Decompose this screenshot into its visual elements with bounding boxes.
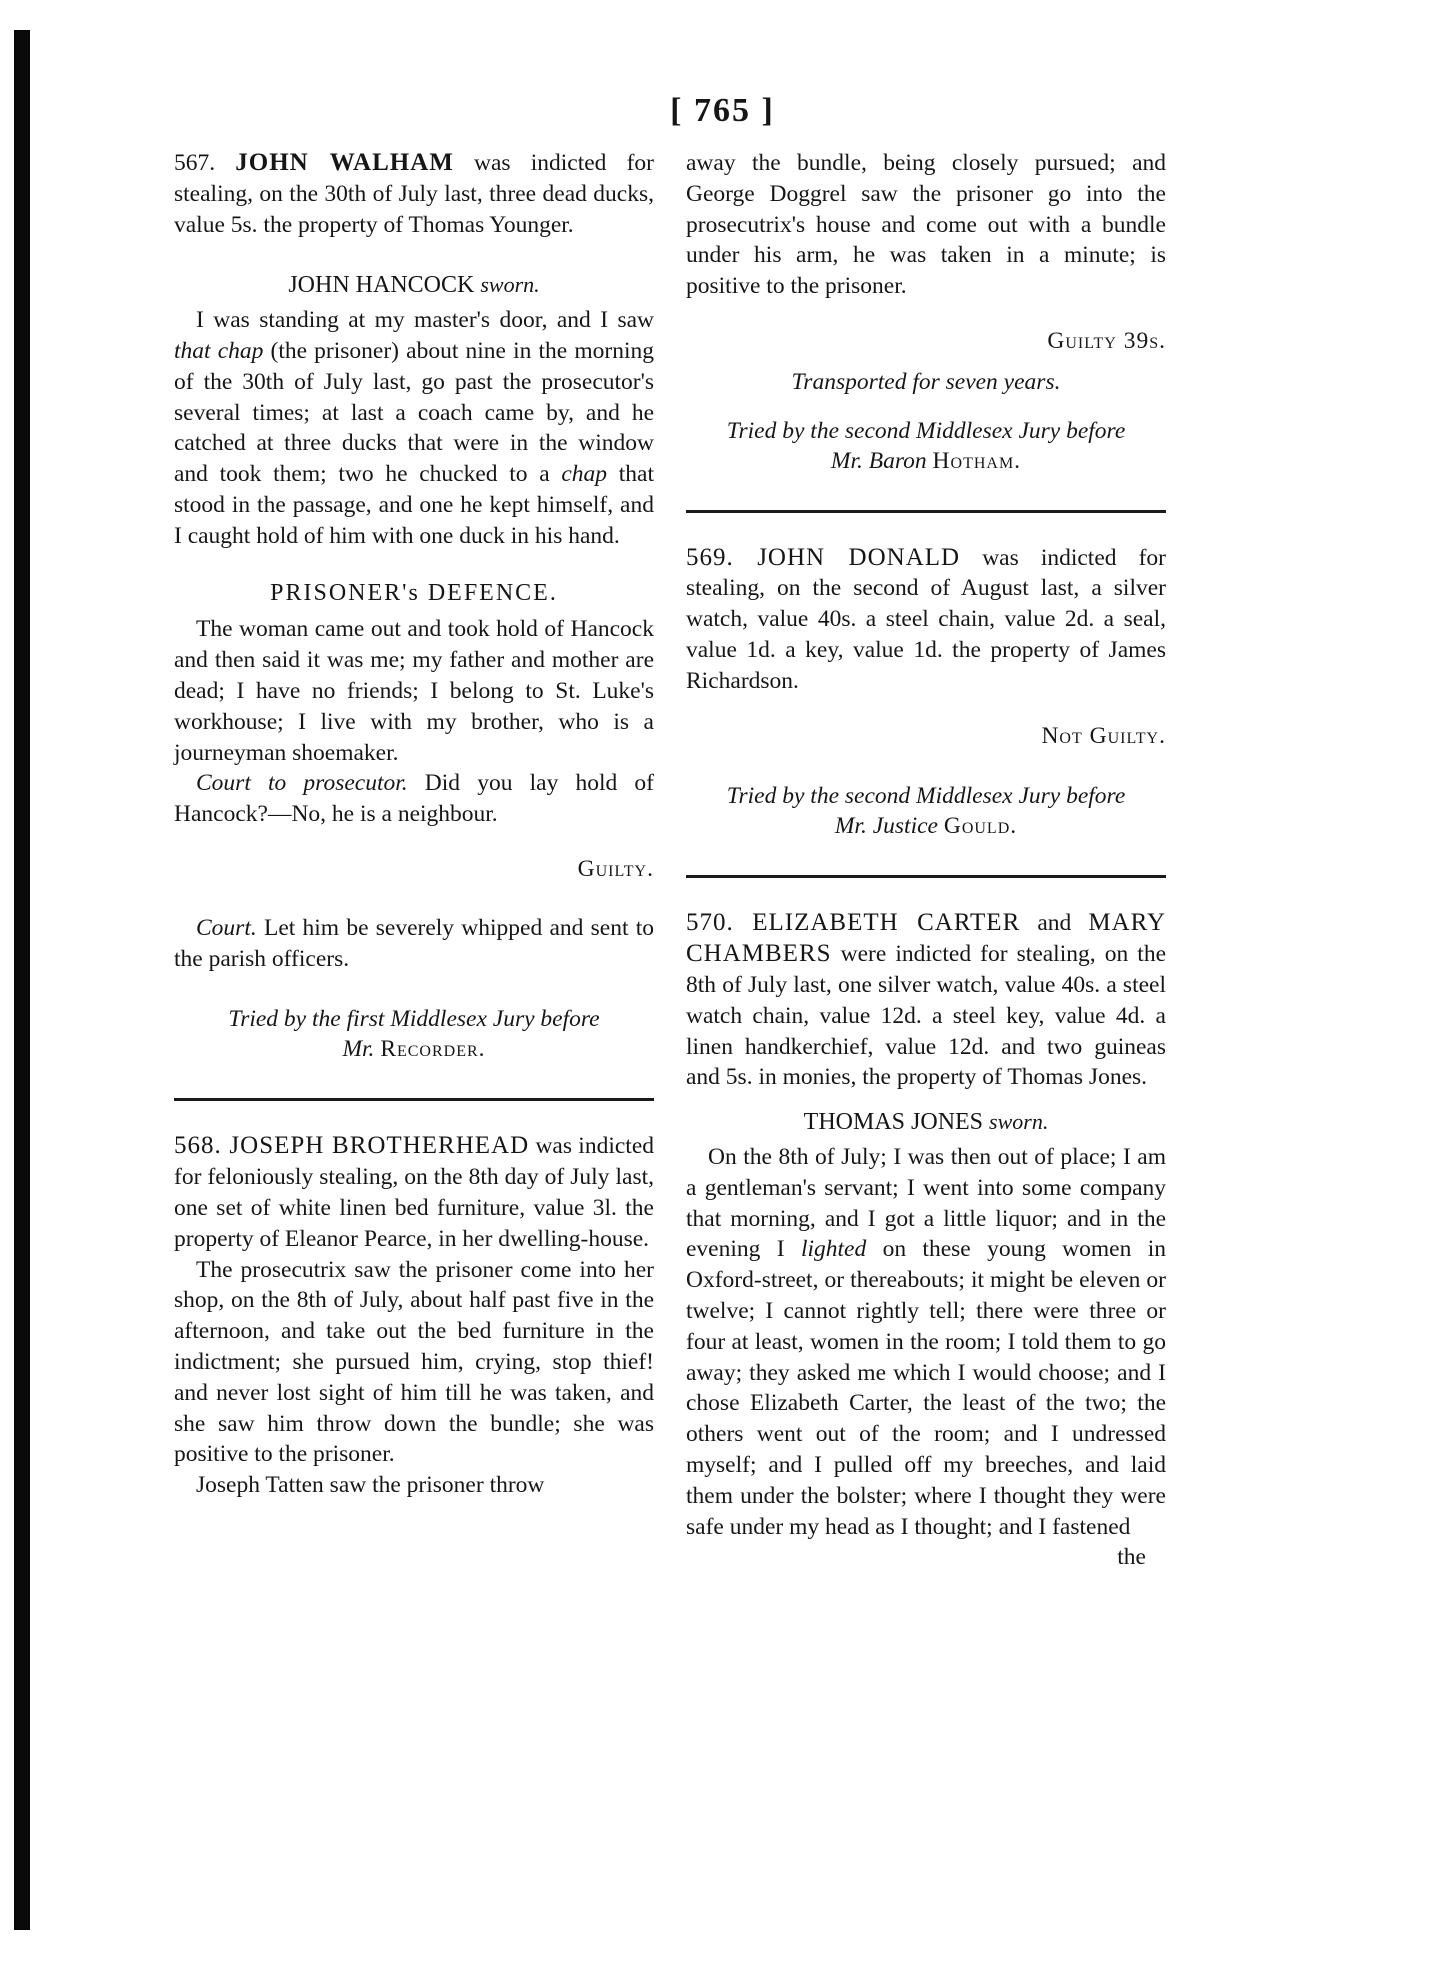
book-spine-shadow: [14, 30, 30, 1930]
verdict-567: Guilty.: [577, 855, 654, 882]
court-to-prosecutor: [174, 768, 654, 830]
tried-judge-title: Mr. Justice: [834, 813, 938, 840]
court-to-prosecutor-label: Court to prosecutor.: [196, 770, 408, 797]
tried-line: Tried by the first Middlesex Jury before: [228, 1006, 600, 1033]
case-568-text: was indicted for feloniously stealing, on the 8th day of July last, one set of white linen bed furniture, value 3l. the property of Eleanor Pearce, in her dwelling-house.: [174, 1133, 654, 1252]
testimony-part: that stood in the passage, and one he kept himself, and I caught hold of him with one duck in his hand.: [174, 461, 654, 549]
tried-judge-title: Mr. Baron: [830, 447, 927, 474]
prisoners-defence-heading: PRISONER's DEFENCE.: [270, 579, 558, 606]
tried-judge: [686, 446, 1166, 476]
tried-line: Tried by the second Middlesex Jury before: [726, 783, 1126, 810]
tried-judge-name: Gould.: [943, 813, 1018, 840]
witness-hancock-heading: [174, 270, 654, 301]
case-569-paragraph: [686, 543, 1166, 697]
case-570-and: and: [1020, 910, 1089, 937]
section-divider: [686, 875, 1166, 878]
case-567-paragraph: [174, 148, 654, 240]
witness-jones-name: THOMAS JONES: [803, 1109, 984, 1136]
witness-jones-heading: [686, 1107, 1166, 1138]
verdict-568: Guilty 39s.: [1047, 327, 1166, 354]
case-568-witness: Joseph Tatten saw the prisoner throw: [196, 1472, 545, 1499]
tried-line: Tried by the second Middlesex Jury before: [726, 417, 1126, 444]
page-number: [ 765 ]: [670, 92, 775, 129]
case-570-text: were indicted for stealing, on the 8th of July last, one silver watch, value 40s. a steel watch chain, value 12d. a steel key, value 4d. a linen handkerchief, value 12d. and two guineas and 5s. in monies, the property of Thomas Jones.: [686, 941, 1166, 1091]
section-divider: [686, 510, 1166, 513]
tried-judge-title: Mr.: [342, 1036, 375, 1063]
tried-judge: [174, 1034, 654, 1064]
catchword: the: [1117, 1544, 1146, 1571]
witness-hancock-sworn: sworn.: [480, 272, 540, 298]
court-to-prosecutor-text: Did you lay hold of Hancock?—No, he is a neighbour.: [174, 770, 654, 828]
hancock-testimony: [174, 305, 654, 551]
court-order: [174, 913, 654, 975]
tried-judge-name: Hotham.: [932, 447, 1022, 474]
testimony-part: On the 8th of July; I was then out of place; I am a gentleman's servant; I went into some company that morning, and I got a little liquor; and in the evening I: [686, 1143, 1166, 1263]
case-569-text: was indicted for stealing, on the second of August last, a silver watch, value 40s. a steel chain, value 2d. a seal, value 1d. a key, value 1d. the property of James Richardson.: [686, 544, 1166, 694]
case-568-continued: away the bundle, being closely pursued; and George Doggrel saw the prisoner go into the prosecutrix's house and come out with a bundle under his arm, he was taken in a minute; is positive to the prisoner.: [686, 150, 1166, 300]
case-569-lead: 569. JOHN DONALD: [686, 543, 961, 571]
tried-judge-name: Recorder.: [380, 1036, 486, 1063]
defence-text: The woman came out and took hold of Hancock and then said it was me; my father and mother are dead; I have no friends; I belong to St. Luke's workhouse; I live with my brother, who is a journeyman shoemaker.: [174, 616, 654, 766]
witness-jones-sworn: sworn.: [989, 1109, 1049, 1135]
tried-before-gould: [686, 781, 1166, 841]
verdict-569: Not Guilty.: [1041, 722, 1166, 749]
court-text: Let him be severely whipped and sent to the parish officers.: [174, 914, 654, 972]
testimony-italic: chap: [561, 461, 608, 488]
case-568-paragraph: [174, 1131, 654, 1254]
case-568-evidence: The prosecutrix saw the prisoner come into her shop, on the 8th of July, about half past five in the afternoon, and take out the bed furniture in the indictment; she pursued him, crying, stop thief! and never lost sight of him till he was taken, and she saw him throw down the bundle; she was positive to the prisoner.: [174, 1256, 654, 1468]
sentence-568: Transported for seven years.: [791, 368, 1061, 395]
court-label: Court.: [196, 914, 257, 941]
case-567-number: 567.: [174, 150, 216, 176]
tried-judge: [686, 811, 1166, 841]
testimony-italic: that chap: [174, 337, 264, 364]
case-570-lead-2: MARY CHAMBERS: [686, 909, 1166, 968]
tried-before-hotham: [686, 416, 1166, 476]
case-567-text: was indicted for stealing, on the 30th of July last, three dead ducks, value 5s. the property of Thomas Younger.: [174, 150, 654, 238]
section-divider: [174, 1098, 654, 1101]
jones-testimony: [686, 1142, 1166, 1542]
case-567-defendant: JOHN WALHAM: [235, 149, 454, 176]
case-568-lead: 568. JOSEPH BROTHERHEAD: [174, 1132, 530, 1160]
tried-before-recorder: [174, 1004, 654, 1064]
left-column: [174, 148, 654, 1501]
testimony-part: I was standing at my master's door, and I saw: [196, 307, 654, 334]
witness-hancock-name: JOHN HANCOCK: [288, 272, 475, 299]
case-570-lead: 570. ELIZABETH CARTER: [686, 909, 1021, 937]
case-570-paragraph: [686, 908, 1166, 1093]
testimony-italic: lighted: [800, 1236, 867, 1263]
testimony-part: (the prisoner) about nine in the morning of the 30th of July last, go past the prosecutor's several times; at last a coach came by, and he catched at three ducks that were in the window and took them; two he chucked to a: [174, 337, 654, 488]
testimony-part: on these young women in Oxford-street, or thereabouts; it might be eleven or twelve; I cannot rightly tell; there were three or four at least, women in the room; I told them to go away; they asked me which I would choose; and I chose Elizabeth Carter, the least of the two; the others went out of the room; and I undressed myself; and I pulled off my breeches, and laid them under the bolster; where I thought they were safe under my head as I thought; and I fastened: [686, 1236, 1166, 1540]
right-column: [686, 148, 1166, 1573]
